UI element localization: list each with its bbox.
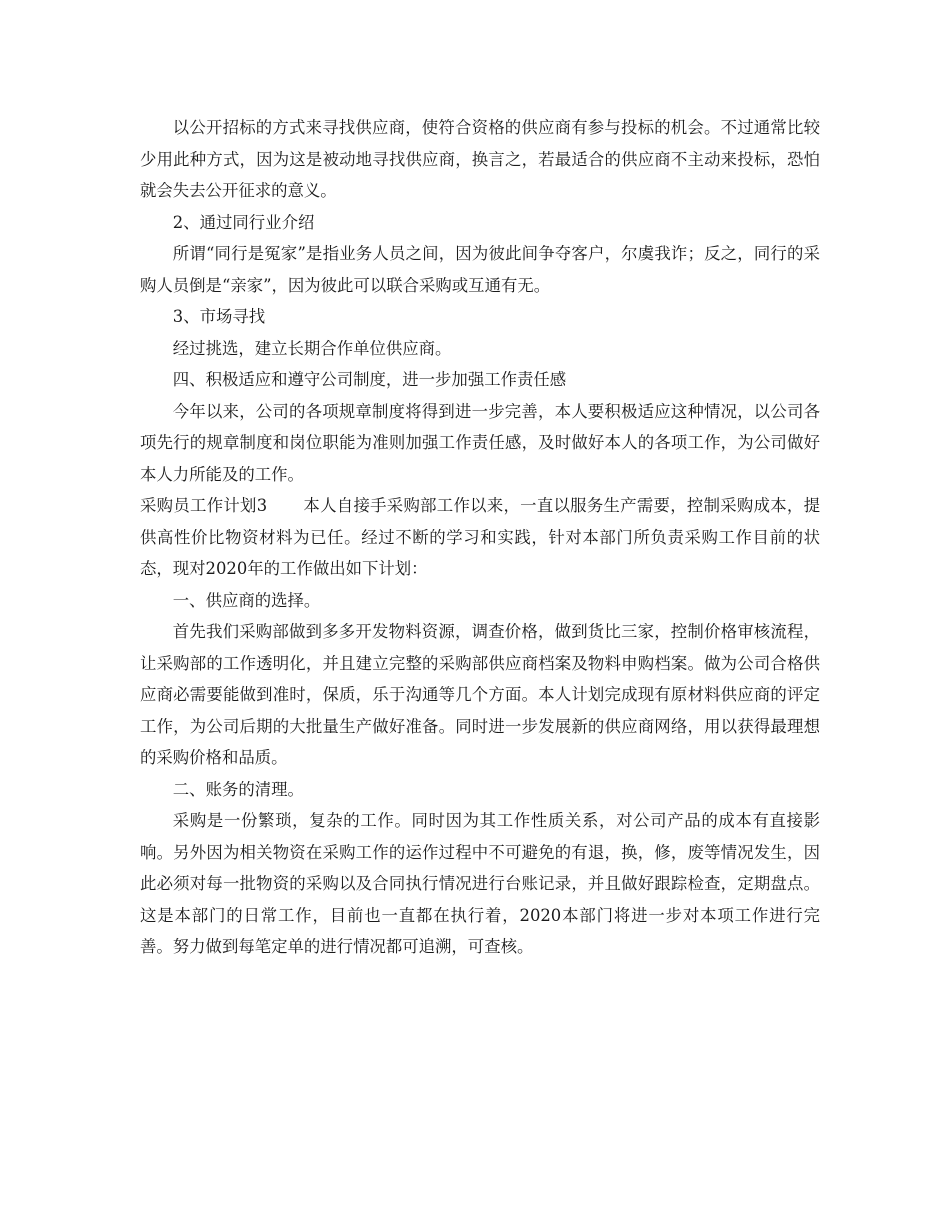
plan-title: 采购员工作计划3 [140, 496, 268, 515]
document-body [140, 112, 820, 963]
paragraph-public-bidding: 以公开招标的方式来寻找供应商，使符合资格的供应商有参与投标的机会。不过通常比较少用此种方式，因为这是被动地寻找供应商，换言之，若最适合的供应商不主动来投标，恐怕就会失去公开征求的意义。 [140, 118, 820, 200]
plan-intro-text: 本人自接手采购部工作以来，一直以服务生产需要，控制采购成本，提供高性价比物资材料为已任。经过不断的学习和实践，针对本部门所负责采购工作目前的状态，现对2020年的工作做出如下计划： [140, 496, 820, 578]
paragraph-account-clearing: 采购是一份繁琐，复杂的工作。同时因为其工作性质关系，对公司产品的成本有直接影响。另外因为相关物资在采购工作的运作过程中不可避免的有退，换，修，废等情况发生，因此必须对每一批物资的采购以及合同执行情况进行台账记录，并且做好跟踪检查，定期盘点。这是本部门的日常工作，目前也一直都在执行着，2020本部门将进一步对本项工作进行完善。努力做到每笔定单的进行情况都可追溯，可查核。 [140, 811, 820, 956]
paragraph-market-search: 经过挑选，建立长期合作单位供应商。 [172, 338, 452, 358]
heading-account-clearing: 二、账务的清理。 [172, 779, 304, 799]
paragraph-supplier-selection: 首先我们采购部做到多多开发物料资源，调查价格，做到货比三家，控制价格审核流程，让采购部的工作透明化，并且建立完整的采购部供应商档案及物料申购档案。做为公司合格供应商必需要能做到准时，保质，乐于沟通等几个方面。本人计划完成现有原材料供应商的评定工作，为公司后期的大批量生产做好准备。同时进一步发展新的供应商网络，用以获得最理想的采购价格和品质。 [140, 622, 820, 767]
paragraph-industry-referral: 所谓“同行是冤家”是指业务人员之间，因为彼此间争夺客户，尔虞我诈；反之，同行的采购人员倒是“亲家”，因为彼此可以联合采购或互通有无。 [140, 244, 820, 295]
paragraph-plan-intro [140, 490, 820, 585]
paragraph-company-rules: 今年以来，公司的各项规章制度将得到进一步完善，本人要积极适应这种情况，以公司各项先行的规章制度和岗位职能为准则加强工作责任感，及时做好本人的各项工作，为公司做好本人力所能及的工作。 [140, 401, 820, 484]
heading-market-search: 3、市场寻找 [172, 307, 266, 326]
heading-supplier-selection: 一、供应商的选择。 [172, 590, 321, 610]
heading-company-rules: 四、积极适应和遵守公司制度，进一步加强工作责任感 [172, 370, 567, 389]
heading-industry-referral: 2、通过同行业介绍 [172, 212, 315, 232]
